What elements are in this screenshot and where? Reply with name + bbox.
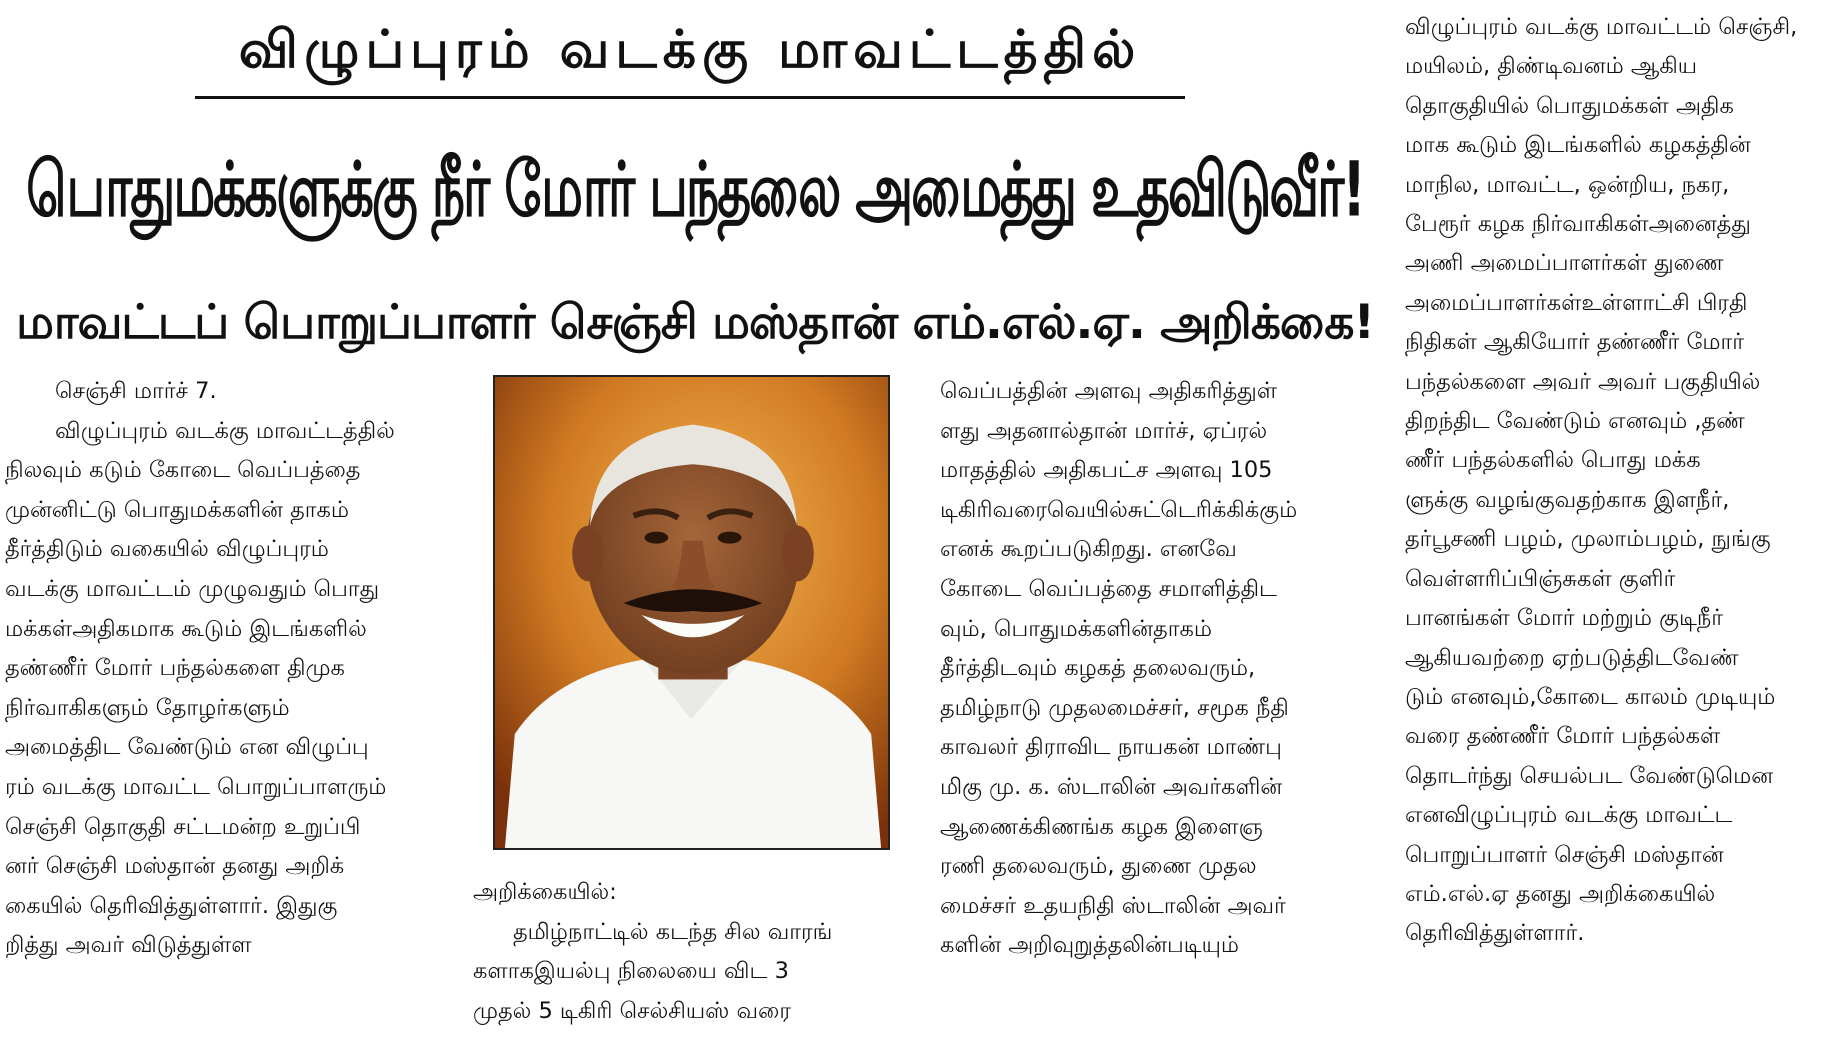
text-line: ரணி தலைவரும், துணை முதல (940, 853, 1257, 880)
text-line: விழுப்புரம் வடக்கு மாவட்டம் செஞ்சி, (1405, 14, 1798, 40)
text-line: னர் செஞ்சி மஸ்தான் தனது அறிக் (5, 853, 345, 880)
text-line: தர்பூசணி பழம், முலாம்பழம், நுங்கு (1405, 526, 1771, 553)
text-line: களாகஇயல்பு நிலையை விட 3 (473, 958, 789, 985)
dateline: செஞ்சி மார்ச் 7. (55, 378, 217, 404)
text-line: நிலவும் கடும் கோடை வெப்பத்தை (5, 457, 361, 484)
text-line: வடக்கு மாவட்டம் முழுவதும் பொது (5, 575, 380, 602)
text-line: காவலர் திராவிட நாயகன் மாண்பு (940, 734, 1282, 761)
text-line: வெப்பத்தின் அளவு அதிகரித்துள் (940, 378, 1278, 404)
headline-subtitle: மாவட்டப் பொறுப்பாளர் செஞ்சி மஸ்தான் எம்.எல்.ஏ. அறிக்கை! (16, 294, 1374, 350)
statement-label: அறிக்கையில்: (473, 879, 617, 905)
text-line: பந்தல்களை அவர் அவர் பகுதியில் (1405, 368, 1761, 395)
text-line: களின் அறிவுறுத்தலின்படியும் (940, 932, 1240, 959)
text-line: திறந்திட வேண்டும் எனவும் ,தண் (1405, 408, 1745, 435)
text-line: தீர்த்திடும் வகையில் விழுப்புரம் (5, 536, 329, 563)
text-line: தீர்த்திடவும் கழகத் தலைவரும், (940, 655, 1256, 682)
text-line: ஆகியவற்றை ஏற்படுத்திடவேண் (1405, 644, 1739, 671)
text-line: மாநில, மாவட்ட, ஒன்றிய, நகர, (1405, 171, 1730, 198)
text-line: பொறுப்பாளர் செஞ்சி மஸ்தான் (1405, 841, 1724, 868)
text-line: நிர்வாகிகளும் தோழர்களும் (5, 694, 290, 721)
text-line: கையில் தெரிவித்துள்ளார். இதுகு (5, 892, 338, 919)
text-line: ளுக்கு வழங்குவதற்காக இளநீர், (1405, 486, 1730, 513)
text-line: ரம் வடக்கு மாவட்ட பொறுப்பாளரும் (5, 773, 387, 800)
text-line: றித்து அவர் விடுத்துள்ள (5, 932, 252, 959)
text-line: வெள்ளரிப்பிஞ்சுகள் குளிர் (1405, 565, 1676, 592)
text-line: வரை தண்ணீர் மோர் பந்தல்கள் (1405, 723, 1721, 750)
text-line: மிகு மு. க. ஸ்டாலின் அவர்களின் (940, 773, 1283, 800)
portrait-photo (493, 375, 890, 850)
text-line: அமைப்பாளர்கள்உள்ளாட்சி பிரதி (1405, 289, 1748, 316)
text-line: பேரூர் கழக நிர்வாகிகள்அனைத்து (1405, 211, 1751, 238)
text-line: செஞ்சி தொகுதி சட்டமன்ற உறுப்பி (5, 813, 361, 840)
text-line: டும் எனவும்,கோடை காலம் முடியும் (1405, 683, 1776, 710)
headline-kicker: விழுப்புரம் வடக்கு மாவட்டத்தில் (238, 19, 1142, 80)
text-line: தெரிவித்துள்ளார். (1405, 920, 1585, 947)
text-line: தொகுதியில் பொதுமக்கள் அதிக (1405, 92, 1734, 119)
text-line: தண்ணீர் மோர் பந்தல்களை திமுக (5, 655, 345, 682)
text-line: மயிலம், திண்டிவனம் ஆகிய (1405, 53, 1698, 80)
text-line: எம்.எல்.ஏ தனது அறிக்கையில் (1405, 880, 1716, 907)
text-line: கோடை வெப்பத்தை சமாளித்திட (940, 575, 1277, 602)
text-line: தமிழ்நாட்டில் கடந்த சில வாரங் (513, 918, 833, 945)
headline-block (0, 0, 1390, 375)
article-column-1 (5, 372, 442, 966)
text-line: முதல் 5 டிகிரி செல்சியஸ் வரை (473, 997, 791, 1024)
text-line: நிதிகள் ஆகியோர் தண்ணீர் மோர் (1405, 329, 1745, 356)
text-line: அமைத்திட வேண்டும் என விழுப்பு (5, 734, 369, 761)
text-line: டிகிரிவரைவெயில்சுட்டெரிக்கிக்கும் (940, 496, 1298, 523)
article-column-2 (473, 873, 913, 1031)
text-line: தொடர்ந்து செயல்பட வேண்டுமென (1405, 762, 1774, 789)
text-line: தமிழ்நாடு முதலமைச்சர், சமூக நீதி (940, 694, 1289, 721)
article-column-4 (1405, 8, 1837, 954)
headline-title: பொதுமக்களுக்கு நீர் மோர் பந்தலை அமைத்து உதவிடுவீர்! (26, 146, 1364, 234)
text-line: மாதத்தில் அதிகபட்ச அளவு 105 (940, 457, 1273, 484)
text-line: பானங்கள் மோர் மற்றும் குடிநீர் (1405, 605, 1724, 632)
article-column-3 (940, 372, 1375, 966)
text-line: மக்கள்அதிகமாக கூடும் இடங்களில் (5, 615, 367, 642)
text-line: அணி அமைப்பாளர்கள் துணை (1405, 250, 1724, 277)
text-line: மைச்சர் உதயநிதி ஸ்டாலின் அவர் (940, 892, 1286, 919)
text-line: ணீர் பந்தல்களில் பொது மக்க (1405, 447, 1701, 474)
text-line: எனக் கூறப்படுகிறது. எனவே (940, 536, 1237, 563)
text-line: வும், பொதுமக்களின்தாகம் (940, 615, 1212, 642)
portrait-illustration (495, 377, 888, 848)
text-line: முன்னிட்டு பொதுமக்களின் தாகம் (5, 496, 350, 523)
text-line: விழுப்புரம் வடக்கு மாவட்டத்தில் (55, 417, 395, 444)
text-line: ஆணைக்கிணங்க கழக இளைஞ (940, 813, 1263, 840)
text-line: ளது அதனால்தான் மார்ச், ஏப்ரல் (940, 417, 1268, 444)
text-line: மாக கூடும் இடங்களில் கழகத்தின் (1405, 132, 1751, 159)
text-line: எனவிழுப்புரம் வடக்கு மாவட்ட (1405, 802, 1733, 829)
